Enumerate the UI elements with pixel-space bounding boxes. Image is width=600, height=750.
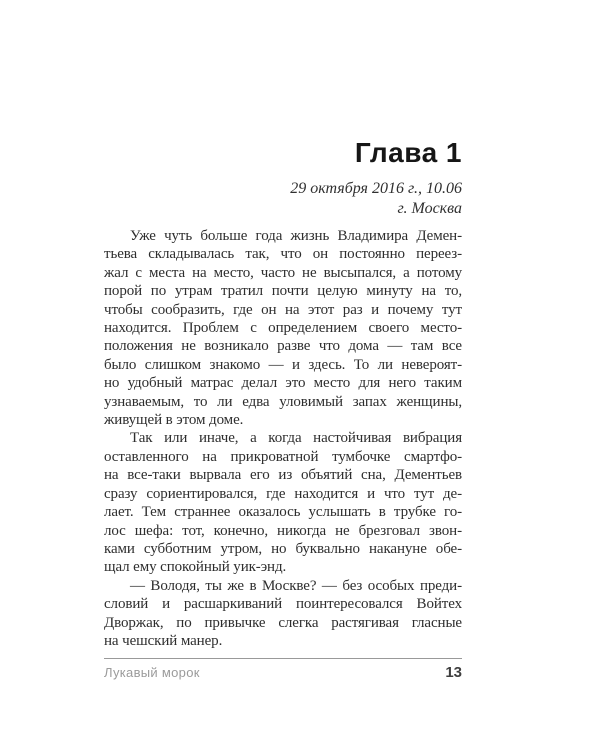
text-line: Так или иначе, а когда настойчивая вибрация [130, 430, 462, 447]
body-text [104, 227, 462, 650]
dateline-datetime: 29 октября 2016 г., 10.06 [290, 180, 462, 197]
page-number: 13 [445, 664, 462, 681]
text-line: щал ему спокойный уик-энд. [104, 559, 287, 576]
text-line: на все-таки вырвала его из объятий сна, Дементьев [104, 467, 462, 484]
paragraph [104, 429, 462, 576]
text-line: жал с места на место, часто не высыпался, а потому [104, 264, 462, 281]
text-line: было слишком знакомо — и здесь. То ли невероят- [104, 356, 462, 373]
text-line: узнаваемым, то ли едва уловимый запах женщины, [104, 393, 462, 410]
running-book-title: Лукавый морок [104, 665, 200, 680]
dateline [104, 179, 462, 219]
text-line: Уже чуть больше года жизнь Владимира Демен- [130, 228, 462, 244]
text-line: на чешский манер. [104, 632, 223, 649]
text-line: Дворжак, по привычке слегка растягивая гласные [104, 614, 462, 631]
text-line: лает. Тем страннее оказалось услышать в трубке го- [104, 504, 462, 521]
paragraph [104, 577, 462, 651]
text-line: лос шефа: тот, конечно, никогда не брезговал звон- [104, 522, 462, 539]
chapter-title: Глава 1 [354, 137, 462, 168]
text-line: оставленного на прикроватной тумбочке смартфо- [104, 448, 462, 465]
paragraph [104, 227, 462, 429]
text-line: живущей в этом доме. [104, 412, 244, 429]
text-line: — Володя, ты же в Москве? — без особых преди- [130, 577, 462, 594]
text-line: чтобы сообразить, где он на этот раз и почему тут [104, 301, 462, 318]
text-line: словий и расшаркиваний поинтересовался Войтех [104, 596, 462, 613]
footer-row [104, 659, 462, 681]
text-line: ками субботним утром, но буквально накануне обе- [104, 540, 462, 557]
text-line: находится. Проблем с определением своего место- [104, 320, 462, 337]
text-line: но удобный матрас делал это место для него таким [104, 375, 462, 392]
text-line: порой по утрам тратил почти целую минуту на то, [104, 283, 462, 300]
text-line: тьева складывалась так, что он постоянно переез- [104, 246, 462, 263]
page-footer [104, 658, 462, 681]
text-line: положения не возникало разве что дома — там все [104, 338, 462, 355]
dateline-place: г. Москва [397, 200, 462, 217]
text-line: сразу сориентировался, где находится и что тут де- [104, 485, 462, 502]
